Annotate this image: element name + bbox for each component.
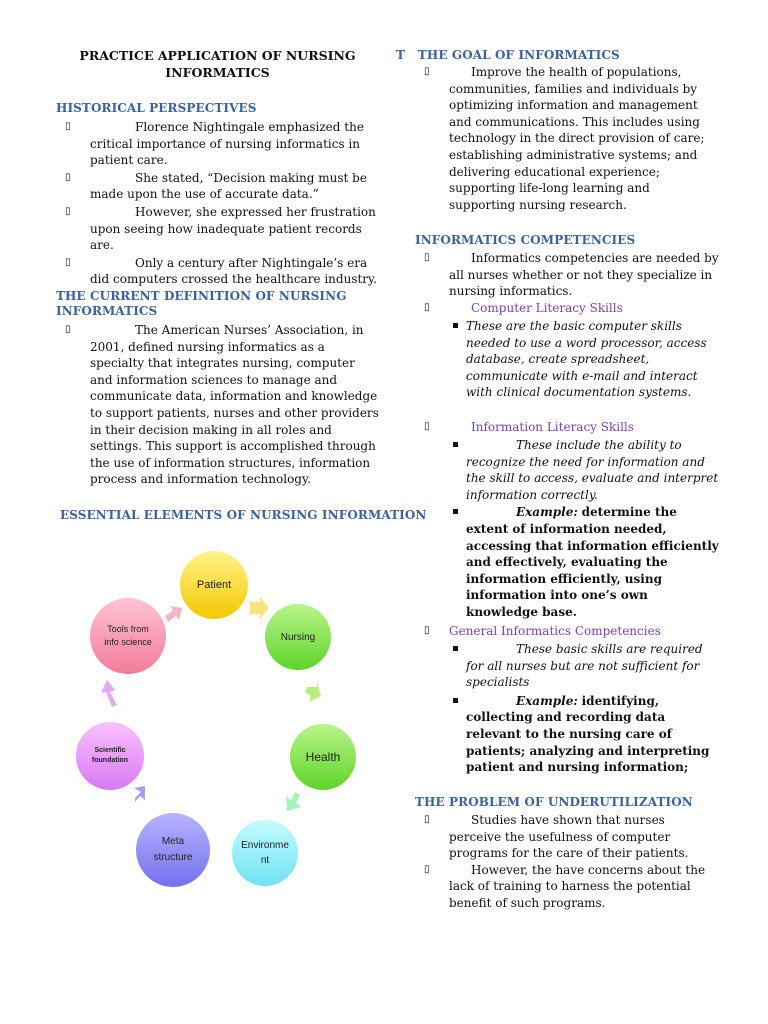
list-item: ▯ Only a century after Nightingale’s era did computers crossed the healthcare industry. (65, 255, 378, 287)
competencies-heading: INFORMATICS COMPETENCIES (415, 233, 636, 247)
goal-list (414, 64, 719, 213)
definition-heading: THE CURRENT DEFINITION OF NURSING INFORMATICS (56, 289, 347, 318)
general-competencies-item (414, 623, 719, 640)
general-competencies-desc: These basic skills are required for all nurses but are not sufficient for specialists Example: identifying, collecting and recording data relevant to the nursing care of patients; analyzing and interpreting patient and nursing information; (450, 641, 720, 776)
definition-list (55, 322, 380, 488)
bullet-icon: ▯ (424, 625, 430, 636)
essential-elements-diagram (55, 530, 380, 900)
square-bullet-icon (453, 646, 458, 651)
bullet-icon: ▯ (65, 256, 71, 268)
arrow-icon (101, 680, 117, 707)
list-item: ▯ She stated, “Decision making must be made upon the use of accurate data.” (65, 170, 367, 202)
list-item: ▯ However, the have concerns about the lack of training to harness the potential benefit of such programs. (424, 862, 706, 910)
problem-list (414, 812, 719, 912)
page-title: PRACTICE APPLICATION OF NURSING INFORMATICS (79, 48, 356, 80)
node-tools-info-science: Tools from info science (104, 624, 152, 647)
node-health: Health (305, 750, 341, 764)
essential-heading: ESSENTIAL ELEMENTS OF NURSING INFORMATION (60, 508, 427, 522)
list-item: ▯ However, she expressed her frustration upon seeing how inadequate patient records are. (65, 204, 376, 253)
bullet-icon: ▯ (65, 205, 71, 217)
information-literacy-item (414, 419, 719, 436)
list-item: ▯ Improve the health of populations, communities, families and individuals by optimizing information and management and communications. This includes using technology in the direct provision of care; establishing administrative systems; and delivering educational experience; supporting life-long learning and supporting nursing research. (424, 65, 705, 212)
list-item: ▯ The American Nurses’ Association, in 2001, defined nursing informatics as a specialty that integrates nursing, computer and information sciences to manage and communicate data, information and knowledge to support patients, nurses and other providers in their decision making in all roles and settings. This support is accomplished through the use of information structures, information process and information technology. (65, 323, 379, 487)
arrow-icon (134, 786, 145, 802)
arrow-icon (165, 606, 182, 622)
bullet-icon: ▯ (65, 324, 71, 335)
list-item: ▯ Informatics competencies are needed by all nurses whether or not they specialize in nursing informatics. (424, 251, 719, 299)
square-bullet-icon (453, 509, 458, 514)
bullet-icon: ▯ (65, 171, 71, 183)
list-item: ▯ Studies have shown that nurses perceive the usefulness of computer programs for the care of their patients. (424, 813, 689, 861)
bullet-icon: ▯ (424, 421, 430, 432)
information-literacy-desc: These include the ability to recognize the need for information and the skill to access, evaluate and interpret information correctly. Example: determine the extent of information needed, accessing that information efficiently and effectively, evaluating the information efficiently, using information into one’s own knowledge base. (450, 437, 720, 621)
general-competencies-label: General Informatics Competencies (449, 624, 661, 638)
node-scientific-foundation: Scientific foundation (91, 747, 129, 764)
bullet-icon: ▯ (424, 863, 430, 875)
square-bullet-icon (453, 442, 458, 447)
goal-heading: T THE GOAL OF INFORMATICS (396, 48, 620, 62)
square-bullet-icon (453, 698, 458, 703)
arrow-icon (286, 792, 301, 811)
arrow-icon (305, 682, 321, 702)
node-environment: Environme nt (241, 840, 289, 866)
arrow-icon (250, 597, 269, 619)
computer-literacy-item (414, 300, 719, 317)
node-patient: Patient (196, 579, 232, 591)
historical-list (55, 119, 380, 288)
information-literacy-label: Information Literacy Skills (471, 420, 634, 434)
bullet-icon: ▯ (424, 302, 430, 313)
historical-heading: HISTORICAL PERSPECTIVES (56, 101, 257, 115)
bullet-icon: ▯ (424, 66, 430, 77)
computer-literacy-label: Computer Literacy Skills (471, 301, 623, 315)
problem-heading: THE PROBLEM OF UNDERUTILIZATION (415, 795, 693, 809)
bullet-icon: ▯ (424, 252, 430, 263)
competencies-list (414, 250, 719, 300)
list-item: ▯ Florence Nightingale emphasized the critical importance of nursing informatics in patient care. (65, 120, 364, 168)
bullet-icon: ▯ (424, 814, 430, 825)
node-meta-structure: Meta structure (153, 836, 193, 863)
square-bullet-icon (453, 323, 458, 328)
node-nursing: Nursing (280, 631, 316, 643)
computer-literacy-desc: These are the basic computer skills needed to use a word processor, access database, create spreadsheet, communicate with e-mail and interact with clinical documentation systems. (450, 318, 720, 401)
bullet-icon: ▯ (65, 121, 71, 132)
